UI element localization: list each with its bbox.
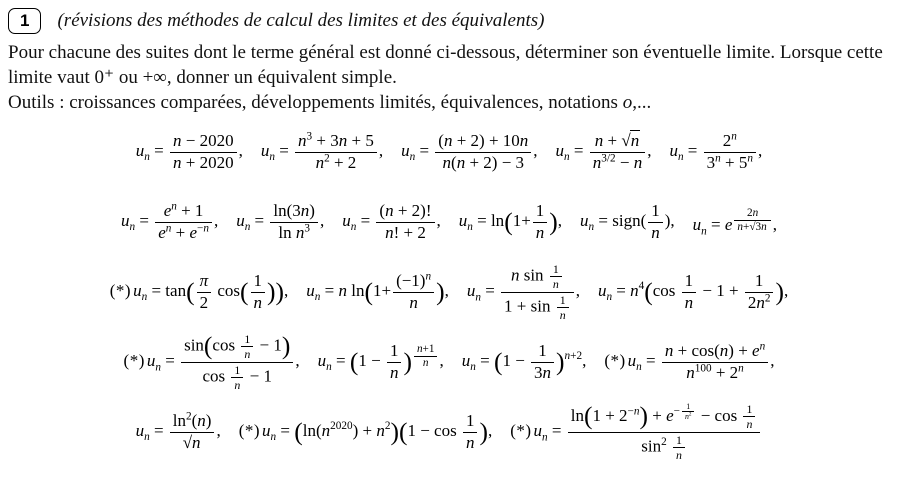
formula-row [8, 187, 890, 257]
formula: (*) $u_n$ = $\ln(1 + 2^{-n}) + e^{- \frac{1}{n^2}}$ − cos $\frac{1}{n}$ $\sin^2$ $\frac{1}{n}$ [510, 402, 762, 463]
tools-suffix: ,... [632, 92, 652, 113]
formula: (*) $u_n$ = sin(cos $\frac{1}{n}$ − 1) cos $\frac{1}{n}$ − 1 , [123, 331, 300, 392]
formula: (*) $u_n$ = $\frac{n + \cos(n) + e^n}{n^{100} + 2^n}$ , [604, 340, 775, 382]
formula-row [8, 397, 890, 467]
instructions-text: Pour chacune des suites dont le terme général est donné ci-dessous, déterminer son éventuelle limite. Lorsque cette limite vaut 0⁺ ou +∞, donner un équivalent simple. [8, 42, 883, 88]
formula: (*) $u_n = (\ln(n^{2020}) + n^2)(1 - \cos$ $\frac{1}{n}$ ), [238, 411, 493, 452]
formula: $u_n = (1$ − $\frac{1}{n}$ ) $^{\frac{n+1}{n}}$ , [317, 341, 444, 382]
formula-list [8, 117, 890, 467]
difficulty-star: (*) [109, 280, 132, 300]
formula: $u_n$ = $\frac{(n + 2) + 10n}{n(n + 2) - 3}$ , [401, 131, 538, 172]
difficulty-star: (*) [123, 350, 145, 370]
exercise-number-badge [8, 8, 41, 34]
formula: $u_n$ = $\frac{n - 2020}{n + 2020}$ , [135, 131, 243, 172]
exercise-header [8, 8, 890, 34]
formula: (*) $u_n = \tan$( $\frac{\pi}{2}$ cos( $\frac{1}{n}$ )), [109, 271, 289, 312]
difficulty-star: (*) [510, 420, 532, 440]
formula: $u_n = (1$ − $\frac{1}{3n}$ )$^{n+2}$, [461, 341, 587, 382]
formula: $u_n$ = $\frac{2^n}{3^n + 5^n}$ , [669, 130, 763, 172]
exercise-subtitle: (révisions des méthodes de calcul des limites et des équivalents) [57, 10, 545, 31]
formula-row [8, 117, 890, 187]
difficulty-star: (*) [604, 350, 626, 370]
exercise-number: 1 [20, 11, 30, 30]
formula-row [8, 327, 890, 397]
formula: $u_n$ = $\frac{e^n + 1}{e^n + e^{-n}}$ , [121, 200, 219, 242]
formula: $u_n$ = $\frac{\ln(3n)}{\ln n^3}$ , [236, 201, 325, 242]
formula: $u_n = \ln(1+$ $\frac{1}{n}$ ), [458, 201, 563, 242]
formula-row [8, 257, 890, 327]
formula: $u_n$ = n sin $\frac{1}{n}$ 1 + sin $\frac{1}{n}$ , [466, 261, 580, 322]
tools-o-notation: o [622, 92, 633, 113]
formula: $u_n = n$ ln(1+ $\frac{(-1)^n}{n}$ ), [306, 270, 449, 312]
difficulty-star: (*) [238, 420, 261, 440]
formula: $u_n$ = $\frac{n^3 + 3n + 5}{n^2 + 2}$ , [260, 130, 384, 172]
tools-line [8, 90, 890, 115]
formula: $u_n$ = $\frac{\ln^2(n)}{√n}$ , [135, 410, 221, 452]
formula: $u_n$ = $\frac{n + √n}{n^{3/2} - n}$ , [555, 131, 652, 172]
tools-prefix: Outils : croissances comparées, développements limités, équivalences, notations [8, 92, 623, 113]
formula: $u_n$ = $\frac{(n + 2)!}{n! + 2}$ , [342, 201, 441, 242]
formula: $u_n = n^4(\cos$ $\frac{1}{n}$ − 1 + $\frac{1}{2n^2}$ ), [597, 271, 789, 312]
formula: $u_n = e$ $^{\frac{2n}{n+√3n}}$ , [692, 206, 777, 238]
formula: $u_n$ = sign( $\frac{1}{n}$ ), [580, 201, 675, 242]
